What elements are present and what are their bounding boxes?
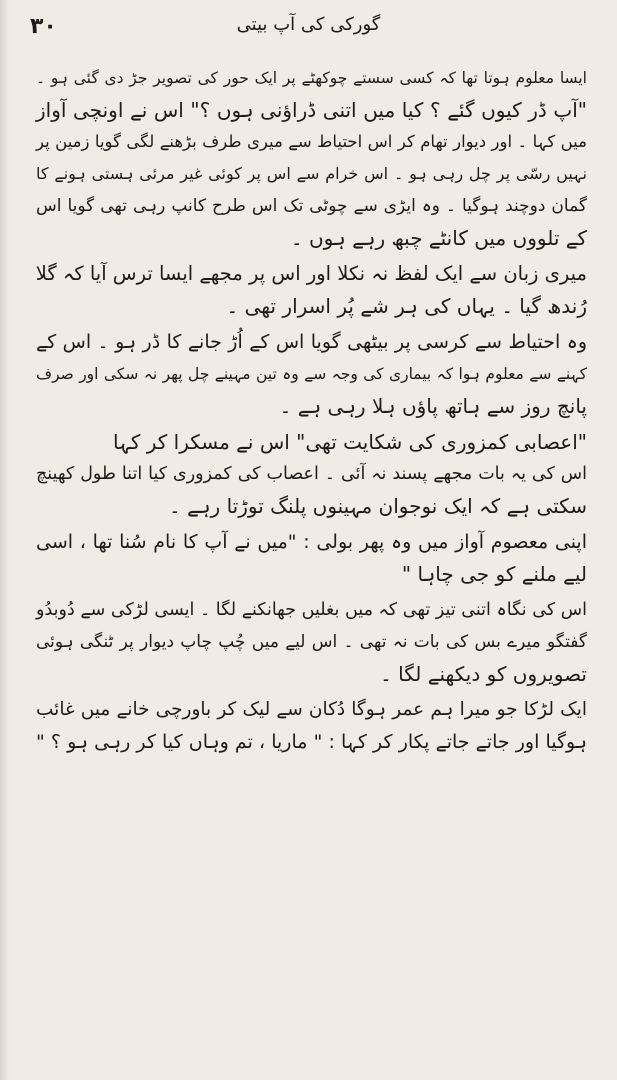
text-line: گمان دوچند ہوگیا ۔ وہ ایڑی سے چوٹی تک اس طرح کانپ رہی تھی گویا اس xyxy=(36,196,587,216)
body-text xyxy=(36,62,587,758)
text-line: "آپ ڈر کیوں گئے ؟ کیا میں اتنی ڈراؤنی ہوں ؟" اس نے اونچی آواز xyxy=(36,98,587,122)
text-line: اس کی نگاہ اتنی تیز تھی کہ میں بغلیں جھانکنے لگا ۔ ایسی لڑکی سے دُوبدُو xyxy=(36,600,587,620)
text-line: لیے ملنے کو جی چاہا " xyxy=(401,562,587,586)
text-line: ایک لڑکا جو میرا ہم عمر ہوگا دُکان سے لیک کر باورچی خانے میں غائب xyxy=(36,699,587,720)
text-line: اپنی معصوم آواز میں وہ پھر بولی : "میں نے آپ کا نام سُنا تھا ، اسی xyxy=(36,531,587,553)
text-line: سکتی ہے کہ ایک نوجوان مہینوں پلنگ توڑتا رہے ۔ xyxy=(169,494,587,518)
text-line: میں کہا ۔ اور دیوار تھام کر اس احتیاط سے میری طرف بڑھنے لگی گویا زمین پر xyxy=(36,132,587,151)
text-line: تصویروں کو دیکھنے لگا ۔ xyxy=(380,662,587,686)
text-line: کے تلووں میں کانٹے چبھ رہے ہوں ۔ xyxy=(290,226,587,250)
text-line: پانچ روز سے ہاتھ پاؤں ہلا رہی ہے ۔ xyxy=(279,394,587,418)
text-line: ہوگیا اور جاتے جاتے پکار کر کہا : " ماریا ، تم وہاں کیا کر رہی ہو ؟ " xyxy=(36,731,587,753)
page-number: ٣٠ xyxy=(30,14,57,39)
text-line: "اعصابی کمزوری کی شکایت تھی" اس نے مسکرا کر کہا xyxy=(113,430,587,454)
text-line: رُندھ گیا ۔ یہاں کی ہر شے پُر اسرار تھی ۔ xyxy=(226,294,587,318)
text-line: اس کی یہ بات مجھے پسند نہ آئی ۔ اعصاب کی کمزوری کیا اتنا طول کھینچ xyxy=(36,464,587,484)
text-line: وہ احتیاط سے کرسی پر بیٹھی گویا اس کے اُڑ جانے کا ڈر ہو ۔ اس کے xyxy=(36,331,587,353)
text-line: کہنے سے معلوم ہوا کہ بیماری کی وجہ سے وہ تین مہینے چل پھر نہ سکی اور صرف xyxy=(36,365,587,383)
spine-shadow xyxy=(0,0,10,1080)
text-line: نہیں رسّی پر چل رہی ہو ۔ اس خرام سے اس پر کوئی غیر مرئی ہستی ہونے کا xyxy=(36,164,587,183)
running-title: گورکی کی آپ بیتی xyxy=(236,14,381,35)
text-line: میری زبان سے ایک لفظ نہ نکلا اور اس پر مجھے ایسا ترس آیا کہ گلا xyxy=(35,262,587,285)
text-line: ایسا معلوم ہوتا تھا کہ کسی سستے چوکھٹے پر ایک حور کی تصویر جڑ دی گئی ہو ۔ xyxy=(36,69,587,87)
text-line: گفتگو میرے بس کی بات نہ تھی ۔ اس لیے میں چُپ چاپ دیوار پر ٹنگی ہوئی xyxy=(36,632,587,652)
